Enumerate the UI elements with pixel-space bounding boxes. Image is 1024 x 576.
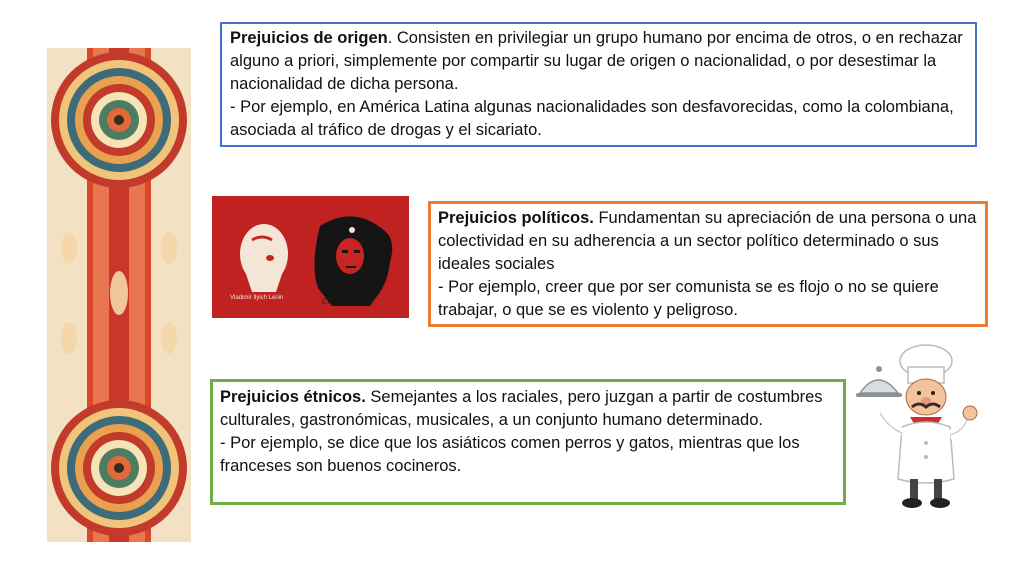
mandala-ornament-image <box>47 48 191 542</box>
origin-prejudice-paragraph <box>230 27 967 96</box>
chef-illustration <box>856 343 984 513</box>
origin-prejudice-title: Prejuicios de origen <box>230 29 388 47</box>
origin-prejudice-body: . Consisten en privilegiar un grupo humano por encima de otros, o en rechazar alguno a priori, simplemente por compartir su lugar de origen o nacionalidad, o por desestimar la nacionalidad de dicha persona. <box>230 29 963 93</box>
lenin-che-poster-image <box>212 196 409 318</box>
ethnic-prejudice-title: Prejuicios étnicos. <box>220 388 366 406</box>
ethnic-prejudice-example: - Por ejemplo, se dice que los asiáticos comen perros y gatos, mientras que los franceses son buenos cocineros. <box>220 434 800 475</box>
political-prejudice-paragraph <box>438 207 978 276</box>
origin-prejudice-box <box>220 22 977 147</box>
ethnic-prejudice-body: Semejantes a los raciales, pero juzgan a partir de costumbres culturales, gastronómicas, musicales, a un conjunto humano determinado. <box>220 388 823 429</box>
poster-che-caption: Che Guevara <box>322 298 369 306</box>
poster-lenin-caption: Vladimir Ilyich Lenin <box>230 295 284 301</box>
political-prejudice-body: Fundamentan su apreciación de una persona o una colectividad en su adherencia a un sector político determinado o sus ideales sociales <box>438 209 977 273</box>
origin-prejudice-example: - Por ejemplo, en América Latina algunas nacionalidades son desfavorecidas, como la colombiana, asociada al tráfico de drogas y el sicariato. <box>230 98 954 139</box>
political-prejudice-title: Prejuicios políticos. <box>438 209 594 227</box>
political-prejudice-box <box>428 201 988 327</box>
political-prejudice-example: - Por ejemplo, creer que por ser comunista se es flojo o no se quiere trabajar, o que se es violento y peligroso. <box>438 278 939 319</box>
ethnic-prejudice-paragraph <box>220 386 836 432</box>
ethnic-prejudice-box <box>210 379 846 505</box>
